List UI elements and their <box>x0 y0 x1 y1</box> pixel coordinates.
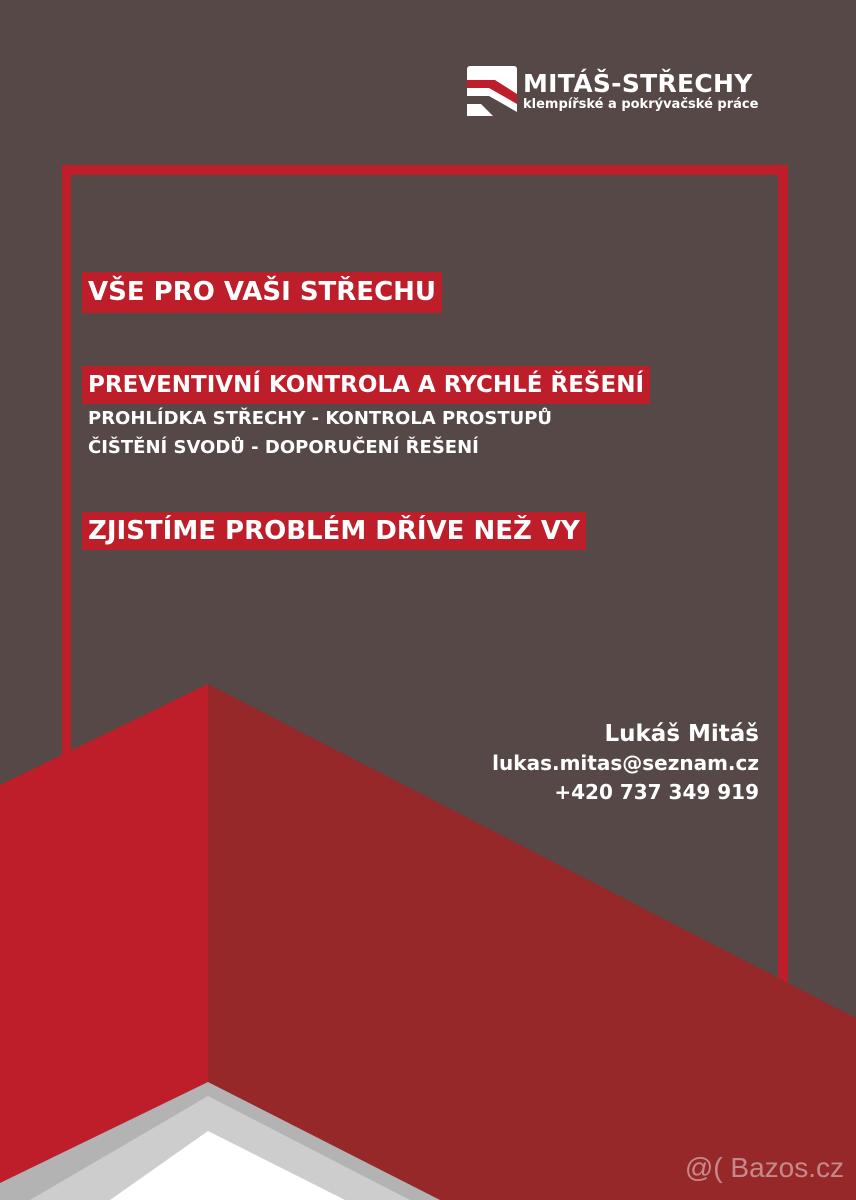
contact-block <box>492 720 759 807</box>
contact-name: Lukáš Mitáš <box>604 721 759 747</box>
company-logo <box>467 66 758 116</box>
contact-phone[interactable]: +420 737 349 919 <box>554 780 759 804</box>
watermark: @( Bazos.cz <box>684 1152 844 1183</box>
headline: VŠE PRO VAŠI STŘECHU <box>82 272 442 313</box>
service-line: PROHLÍDKA STŘECHY - KONTROLA PROSTUPŮ <box>88 408 553 429</box>
service-title: PREVENTIVNÍ KONTROLA A RYCHLÉ ŘEŠENÍ <box>82 366 650 404</box>
logo-title: MITÁŠ-STŘECHY <box>523 68 753 98</box>
slogan: ZJISTÍME PROBLÉM DŘÍVE NEŽ VY <box>82 512 586 550</box>
logo-subtitle: klempířské a pokrývačské práce <box>523 96 759 112</box>
roof-logo-icon <box>467 66 517 116</box>
contact-email[interactable]: lukas.mitas@seznam.cz <box>492 751 759 775</box>
service-line: ČIŠTĚNÍ SVODŮ - DOPORUČENÍ ŘEŠENÍ <box>88 437 479 458</box>
